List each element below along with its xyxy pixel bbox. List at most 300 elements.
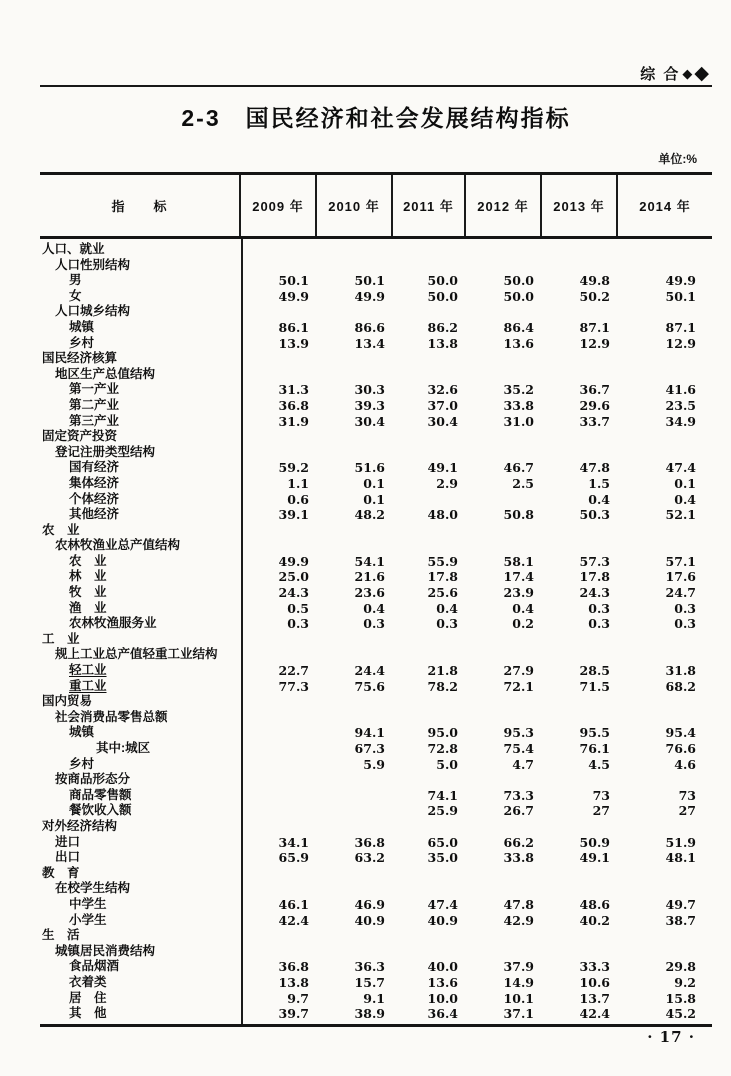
- row-label: 在校学生结构: [55, 881, 131, 896]
- row-value: [241, 367, 317, 383]
- row-value: [542, 304, 618, 320]
- row-value: 49.9: [278, 553, 309, 569]
- row-value: [466, 928, 542, 944]
- row-value: 75.4: [503, 741, 534, 756]
- row-value: 57.1: [665, 553, 696, 569]
- row-value: [241, 647, 317, 663]
- table-row: [40, 788, 712, 804]
- row-label: 男: [69, 273, 82, 288]
- row-value: 23.9: [503, 585, 534, 601]
- row-value: [393, 694, 466, 710]
- row-value: [241, 523, 317, 539]
- table-row: [40, 741, 712, 757]
- row-value: [542, 632, 618, 648]
- row-label: 第三产业: [69, 413, 120, 428]
- row-value: [317, 944, 393, 960]
- row-value: [542, 928, 618, 944]
- row-label: 工 业: [42, 631, 80, 646]
- row-value: [466, 242, 542, 258]
- row-value: 38.9: [354, 1006, 385, 1022]
- row-value: 72.8: [427, 741, 458, 756]
- row-value: 50.1: [665, 288, 696, 304]
- row-value: 0.3: [588, 600, 610, 616]
- row-value: 13.9: [278, 335, 309, 351]
- row-value: 37.1: [503, 1006, 534, 1022]
- row-label: 城镇居民消费结构: [55, 943, 156, 958]
- row-label: 渔 业: [69, 600, 107, 615]
- row-value: [241, 788, 317, 804]
- row-label: 人口性别结构: [55, 257, 131, 272]
- row-value: 49.1: [427, 460, 458, 476]
- table-row: [40, 803, 712, 819]
- row-value: 0.5: [287, 600, 309, 616]
- row-value: 46.9: [354, 896, 385, 912]
- row-value: [466, 523, 542, 539]
- row-value: 4.5: [588, 756, 610, 772]
- table-row: [40, 679, 712, 695]
- row-value: 50.1: [278, 273, 309, 289]
- row-value: 33.7: [579, 413, 610, 429]
- row-value: 87.1: [579, 319, 610, 335]
- row-value: 14.9: [503, 974, 534, 990]
- row-label: 按商品形态分: [55, 772, 131, 787]
- row-label: 进口: [55, 834, 81, 849]
- table-row: [40, 647, 712, 663]
- row-value: 50.3: [579, 507, 610, 523]
- row-label: 城镇: [69, 319, 95, 334]
- table-row: [40, 632, 712, 648]
- row-value: [542, 538, 618, 554]
- row-value: [466, 647, 542, 663]
- row-value: [241, 632, 317, 648]
- row-label: 居 住: [69, 990, 107, 1005]
- row-value: [466, 866, 542, 882]
- table-row: [40, 881, 712, 897]
- row-value: 10.6: [579, 974, 610, 990]
- table-row: [40, 460, 712, 476]
- row-value: [241, 242, 317, 258]
- row-value: [317, 632, 393, 648]
- row-value: [317, 803, 393, 819]
- row-value: [393, 647, 466, 663]
- table-row: [40, 866, 712, 882]
- row-value: 50.9: [579, 834, 610, 850]
- row-value: 86.6: [354, 319, 385, 335]
- table-row: [40, 289, 712, 305]
- table-row: [40, 382, 712, 398]
- row-label: 农 业: [69, 553, 107, 568]
- row-value: 27: [678, 803, 696, 819]
- row-value: 51.9: [665, 834, 696, 850]
- row-value: [241, 258, 317, 274]
- row-value: 42.9: [503, 912, 534, 928]
- row-value: 66.2: [503, 834, 534, 850]
- row-value: 55.9: [427, 553, 458, 569]
- table-row: [40, 569, 712, 585]
- row-value: 50.0: [503, 288, 534, 304]
- table-row: [40, 320, 712, 336]
- row-value: 0.3: [674, 616, 696, 632]
- row-label: 国有经济: [69, 460, 120, 475]
- row-value: [466, 367, 542, 383]
- row-value: 17.8: [579, 569, 610, 585]
- row-value: 0.3: [287, 616, 309, 632]
- row-value: 31.8: [665, 663, 696, 679]
- row-value: [241, 944, 317, 960]
- table-row: [40, 367, 712, 383]
- row-value: 24.4: [354, 663, 385, 679]
- row-value: 37.0: [427, 397, 458, 413]
- row-value: 40.0: [427, 959, 458, 975]
- row-value: 12.9: [579, 335, 610, 351]
- row-value: 54.1: [354, 553, 385, 569]
- row-value: 41.6: [665, 382, 696, 398]
- row-value: [542, 647, 618, 663]
- row-value: [317, 445, 393, 461]
- row-value: [542, 429, 618, 445]
- page-title: 2-3 国民经济和社会发展结构指标: [181, 105, 571, 131]
- row-value: [393, 772, 466, 788]
- row-label: 出口: [55, 850, 81, 865]
- table-row: [40, 523, 712, 539]
- row-value: 50.2: [579, 288, 610, 304]
- row-value: 0.4: [363, 600, 385, 616]
- row-value: [241, 710, 317, 726]
- row-value: 73: [678, 787, 696, 803]
- row-value: 0.4: [436, 600, 458, 616]
- row-value: 24.3: [278, 585, 309, 601]
- row-label: 林 业: [69, 569, 107, 584]
- row-value: 67.3: [354, 741, 385, 756]
- row-value: [393, 538, 466, 554]
- row-value: 0.4: [674, 491, 696, 507]
- row-value: 0.3: [674, 600, 696, 616]
- row-value: [241, 725, 317, 741]
- row-value: [618, 881, 712, 897]
- row-value: 0.4: [588, 491, 610, 507]
- row-label: 衣着类: [69, 974, 107, 989]
- table-row: [40, 897, 712, 913]
- row-value: 48.6: [579, 896, 610, 912]
- row-value: 0.6: [287, 491, 309, 507]
- row-value: [317, 258, 393, 274]
- row-value: [317, 928, 393, 944]
- row-value: 13.7: [579, 990, 610, 1006]
- row-value: 25.6: [427, 585, 458, 601]
- row-value: [466, 819, 542, 835]
- row-value: 50.8: [503, 507, 534, 523]
- row-value: 29.6: [579, 397, 610, 413]
- row-value: [393, 429, 466, 445]
- row-value: [542, 242, 618, 258]
- row-value: [618, 710, 712, 726]
- row-value: 49.1: [579, 850, 610, 866]
- row-value: 48.0: [427, 507, 458, 523]
- row-label: 人口、就业: [42, 242, 105, 256]
- table-row: [40, 975, 712, 991]
- row-label: 乡村: [69, 335, 95, 350]
- row-value: 95.5: [579, 725, 610, 741]
- row-label: 食品烟酒: [69, 959, 120, 974]
- table-body: [40, 239, 712, 1027]
- row-label: 农林牧渔服务业: [69, 616, 157, 631]
- row-label: 轻工业: [69, 663, 107, 678]
- row-value: [317, 788, 393, 804]
- row-label: 商品零售额: [69, 787, 132, 802]
- header-cell-year: 2012 年: [466, 175, 542, 236]
- row-value: [542, 819, 618, 835]
- row-value: 71.5: [579, 678, 610, 694]
- row-value: [241, 757, 317, 773]
- row-value: 33.3: [579, 959, 610, 975]
- row-value: [618, 866, 712, 882]
- row-value: [618, 694, 712, 710]
- table-row: [40, 601, 712, 617]
- row-value: [618, 772, 712, 788]
- row-value: [241, 445, 317, 461]
- row-value: 35.2: [503, 382, 534, 398]
- table-row: [40, 273, 712, 289]
- table-row: [40, 585, 712, 601]
- table-row: [40, 944, 712, 960]
- row-label: 其中:城区: [96, 741, 151, 755]
- row-value: 95.0: [427, 725, 458, 741]
- row-value: [393, 928, 466, 944]
- row-value: 0.1: [674, 475, 696, 491]
- row-value: 0.1: [363, 475, 385, 491]
- row-value: [317, 710, 393, 726]
- row-value: [466, 694, 542, 710]
- row-value: 4.6: [674, 756, 696, 772]
- row-value: [466, 944, 542, 960]
- row-label: 个体经济: [69, 491, 120, 506]
- table-row: [40, 429, 712, 445]
- row-value: 34.9: [665, 413, 696, 429]
- row-value: [618, 647, 712, 663]
- row-value: 78.2: [427, 678, 458, 694]
- row-label: 小学生: [69, 912, 107, 927]
- row-value: 9.2: [674, 974, 696, 990]
- row-value: 31.9: [278, 413, 309, 429]
- table-row: [40, 725, 712, 741]
- section-corner-label: [640, 62, 709, 85]
- row-value: [393, 492, 466, 508]
- row-value: 39.7: [278, 1006, 309, 1022]
- row-value: [317, 866, 393, 882]
- row-label: 乡村: [69, 756, 95, 771]
- row-label: 国内贸易: [42, 694, 93, 709]
- row-value: 38.7: [665, 912, 696, 928]
- row-value: 13.6: [503, 335, 534, 351]
- table-row: [40, 694, 712, 710]
- row-value: [542, 258, 618, 274]
- row-label: 第二产业: [69, 397, 120, 412]
- table-row: [40, 772, 712, 788]
- row-value: [393, 523, 466, 539]
- row-value: 47.8: [579, 460, 610, 476]
- row-value: 30.3: [354, 382, 385, 398]
- row-value: 86.2: [427, 319, 458, 335]
- row-value: 42.4: [278, 912, 309, 928]
- row-value: 30.4: [427, 413, 458, 429]
- table-row: [40, 445, 712, 461]
- table-row: [40, 913, 712, 929]
- row-value: 0.4: [512, 600, 534, 616]
- row-value: [317, 647, 393, 663]
- row-value: 86.4: [503, 319, 534, 335]
- row-value: [618, 367, 712, 383]
- row-value: 39.3: [354, 397, 385, 413]
- row-value: 12.9: [665, 335, 696, 351]
- row-value: 49.9: [354, 288, 385, 304]
- row-label: 生 活: [42, 928, 80, 943]
- row-label: 重工业: [69, 678, 107, 693]
- row-value: [393, 710, 466, 726]
- row-label: 女: [69, 288, 82, 303]
- row-value: 68.2: [665, 678, 696, 694]
- row-value: [618, 258, 712, 274]
- row-value: 77.3: [278, 678, 309, 694]
- row-label: 其他经济: [69, 507, 120, 522]
- row-value: 13.8: [427, 335, 458, 351]
- row-value: [542, 772, 618, 788]
- row-value: [466, 632, 542, 648]
- row-value: [317, 523, 393, 539]
- corner-label-text: 综 合: [640, 66, 681, 83]
- row-value: 48.1: [665, 850, 696, 866]
- row-value: 46.7: [503, 460, 534, 476]
- row-value: 50.0: [427, 273, 458, 289]
- row-value: [618, 944, 712, 960]
- row-value: 52.1: [665, 507, 696, 523]
- row-value: [241, 538, 317, 554]
- row-value: 32.6: [427, 382, 458, 398]
- row-value: [466, 445, 542, 461]
- row-label: 农 业: [42, 522, 80, 537]
- unit-note: 单位:%: [658, 152, 697, 166]
- row-value: 17.4: [503, 569, 534, 585]
- row-value: 1.1: [287, 475, 309, 491]
- row-value: 49.7: [665, 896, 696, 912]
- header-cell-indicator: 指 标: [40, 175, 241, 236]
- row-value: 15.7: [354, 974, 385, 990]
- row-value: 31.0: [503, 413, 534, 429]
- row-value: 0.2: [512, 616, 534, 632]
- row-value: 73: [592, 787, 610, 803]
- row-value: 27: [592, 803, 610, 819]
- row-value: 0.1: [363, 491, 385, 507]
- row-value: [241, 881, 317, 897]
- row-value: 0.3: [588, 616, 610, 632]
- row-value: [241, 819, 317, 835]
- row-value: [466, 772, 542, 788]
- row-value: 2.5: [512, 475, 534, 491]
- row-value: [317, 881, 393, 897]
- table-row: [40, 414, 712, 430]
- row-value: 21.6: [354, 569, 385, 585]
- table-row: [40, 351, 712, 367]
- row-value: 34.1: [278, 834, 309, 850]
- row-value: 50.0: [427, 288, 458, 304]
- row-value: 9.7: [287, 990, 309, 1006]
- diamond-icon: ◆: [682, 65, 693, 81]
- row-value: [618, 304, 712, 320]
- row-value: 15.8: [665, 990, 696, 1006]
- row-label: 其 他: [69, 1006, 107, 1021]
- row-value: 30.4: [354, 413, 385, 429]
- row-value: 37.9: [503, 959, 534, 975]
- row-value: [317, 694, 393, 710]
- row-value: [618, 819, 712, 835]
- row-value: [241, 928, 317, 944]
- row-value: 73.3: [503, 787, 534, 803]
- row-value: 28.5: [579, 663, 610, 679]
- header-divider-line: [40, 85, 712, 87]
- table-row: [40, 398, 712, 414]
- row-value: 25.0: [278, 569, 309, 585]
- table-row: [40, 476, 712, 492]
- row-value: 25.9: [427, 803, 458, 819]
- row-value: 87.1: [665, 319, 696, 335]
- row-value: [542, 523, 618, 539]
- row-value: [542, 445, 618, 461]
- row-value: [241, 351, 317, 367]
- header-cell-year: 2010 年: [317, 175, 393, 236]
- row-value: [317, 429, 393, 445]
- row-value: [393, 367, 466, 383]
- table-row: [40, 663, 712, 679]
- table-row: [40, 819, 712, 835]
- row-label: 农林牧渔业总产值结构: [55, 538, 181, 553]
- row-value: [466, 258, 542, 274]
- row-value: 23.5: [665, 397, 696, 413]
- header-cell-year: 2014 年: [639, 199, 691, 214]
- row-value: [317, 351, 393, 367]
- row-value: 13.8: [278, 974, 309, 990]
- row-value: 17.8: [427, 569, 458, 585]
- row-value: 9.1: [363, 990, 385, 1006]
- row-value: 57.3: [579, 553, 610, 569]
- row-value: [241, 429, 317, 445]
- row-value: 39.1: [278, 507, 309, 523]
- row-value: 5.9: [363, 756, 385, 772]
- row-value: 36.3: [354, 959, 385, 975]
- row-value: [393, 866, 466, 882]
- row-value: [393, 445, 466, 461]
- row-value: [542, 881, 618, 897]
- row-value: 36.8: [278, 397, 309, 413]
- row-value: 36.7: [579, 382, 610, 398]
- row-value: 47.8: [503, 896, 534, 912]
- row-value: 76.1: [579, 741, 610, 756]
- row-value: 74.1: [427, 787, 458, 803]
- table-row: [40, 538, 712, 554]
- row-value: [393, 632, 466, 648]
- table-row: [40, 850, 712, 866]
- table-row: [40, 710, 712, 726]
- row-value: 26.7: [503, 803, 534, 819]
- row-value: 72.1: [503, 678, 534, 694]
- row-label: 集体经济: [69, 475, 120, 490]
- row-label: 固定资产投资: [42, 429, 118, 444]
- row-value: [542, 694, 618, 710]
- row-value: 46.1: [278, 896, 309, 912]
- table-row: [40, 959, 712, 975]
- row-label: 人口城乡结构: [55, 304, 131, 319]
- row-value: 95.4: [665, 725, 696, 741]
- row-value: [618, 351, 712, 367]
- row-value: [618, 928, 712, 944]
